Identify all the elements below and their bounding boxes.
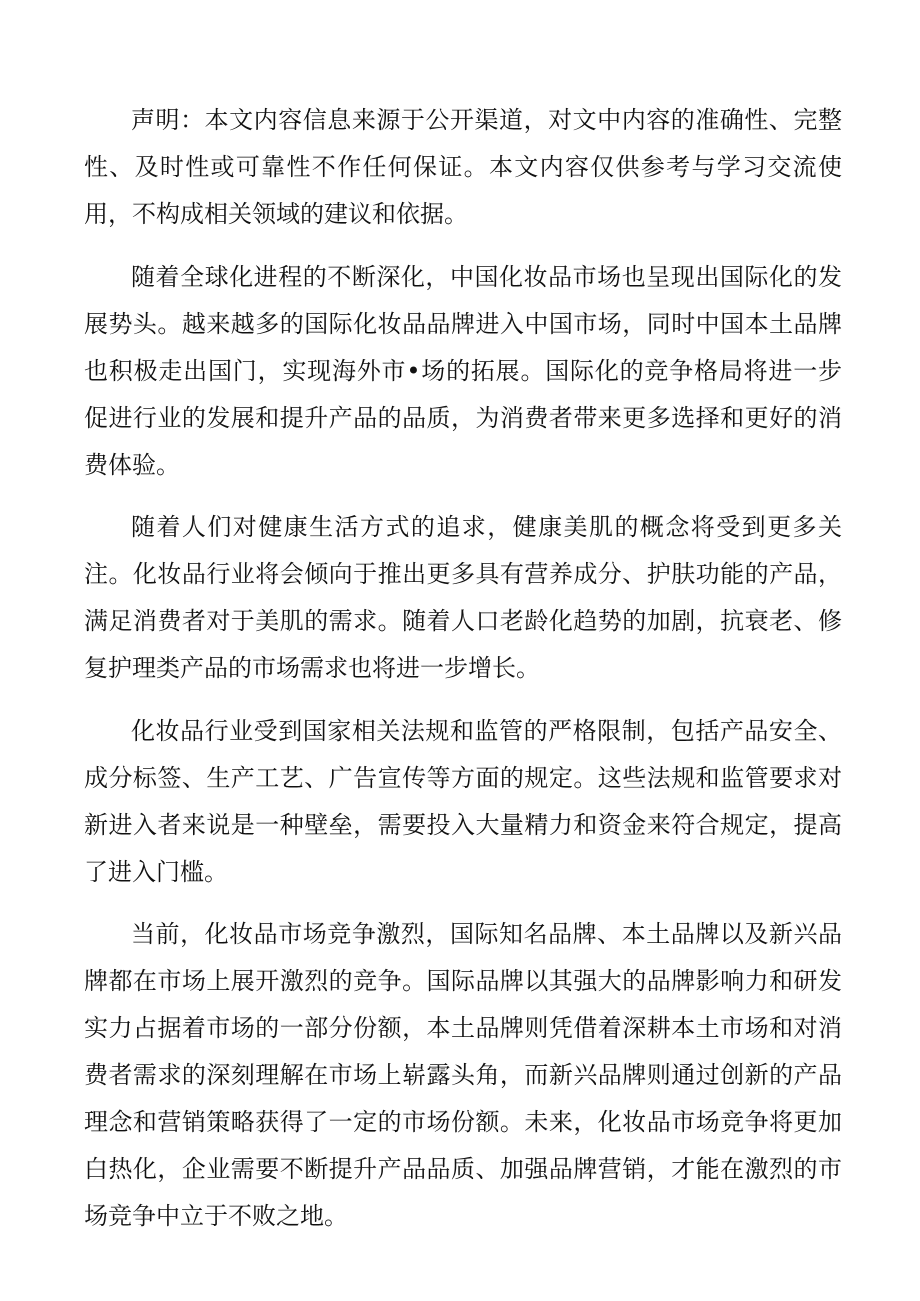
globalization-paragraph: 随着全球化进程的不断深化，中国化妆品市场也呈现出国际化的发展势头。越来越多的国际化妆品品牌进入中国市场，同时中国本土品牌也积极走出国门，实现海外市•场的拓展。国际化的竞争格局将进一步促进行业的发展和提升产品的品质，为消费者带来更多选择和更好的消费体验。	[84, 262, 842, 479]
regulation-paragraph: 化妆品行业受到国家相关法规和监管的严格限制，包括产品安全、成分标签、生产工艺、广告宣传等方面的规定。这些法规和监管要求对新进入者来说是一种壁垒，需要投入大量精力和资金来符合规定，提高了进入门槛。	[84, 716, 842, 886]
competition-paragraph: 当前，化妆品市场竞争激烈，国际知名品牌、本土品牌以及新兴品牌都在市场上展开激烈的竞争。国际品牌以其强大的品牌影响力和研发实力占据着市场的一部分份额，本土品牌则凭借着深耕本土市场和对消费者需求的深刻理解在市场上崭露头角，而新兴品牌则通过创新的产品理念和营销策略获得了一定的市场份额。未来，化妆品市场竞争将更加白热化，企业需要不断提升产品品质、加强品牌营销，才能在激烈的市场竞争中立于不败之地。	[84, 920, 842, 1230]
disclaimer-paragraph: 声明：本文内容信息来源于公开渠道，对文中内容的准确性、完整性、及时性或可靠性不作任何保证。本文内容仅供参考与学习交流使用，不构成相关领域的建议和依据。	[84, 106, 842, 228]
healthy-skin-paragraph: 随着人们对健康生活方式的追求，健康美肌的概念将受到更多关注。化妆品行业将会倾向于推出更多具有营养成分、护肤功能的产品，满足消费者对于美肌的需求。随着人口老龄化趋势的加剧，抗衰老、修复护理类产品的市场需求也将进一步增长。	[84, 513, 842, 682]
document-page	[84, 97, 842, 1256]
